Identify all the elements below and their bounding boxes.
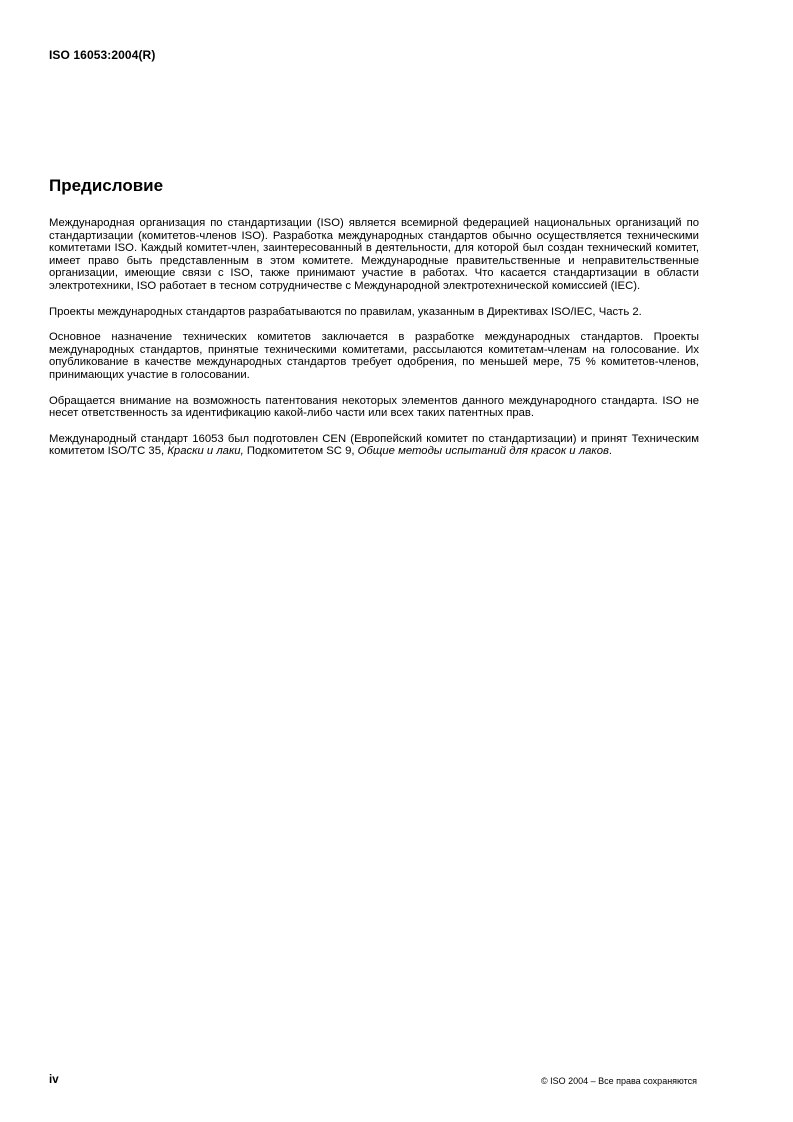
- foreword-paragraph-5: [49, 433, 699, 458]
- document-code: ISO 16053:2004(R): [49, 48, 156, 62]
- foreword-paragraph-3: Основное назначение технических комитетов заключается в разработке международных стандартов. Проекты международных стандартов, принятые техническими комитетами, рассылаются комитетам-членам на голосование. Их опубликование в качестве международных стандартов требует одобрения, по меньшей мере, 75 % комитетов-членов, принимающих участие в голосовании.: [49, 331, 699, 381]
- committee-name: Краски и лаки,: [167, 445, 244, 458]
- paragraph-5-end: .: [608, 445, 613, 458]
- subcommittee-name: Общие методы испытаний для красок и лаков: [357, 445, 609, 458]
- foreword-paragraph-1: Международная организация по стандартизации (ISO) является всемирной федерацией национальных организаций по стандартизации (комитетов-членов ISO). Разработка международных стандартов обычно осуществляется техническими комитетами ISO. Каждый комитет-член, заинтересованный в деятельности, для которой был создан технический комитет, имеет право быть представленным в этом комитете. Международные правительственные и неправительственные организации, имеющие связи с ISO, также принимают участие в работах. Что касается стандартизации в области электротехники, ISO работает в тесном сотрудничестве с Международной электротехнической комиссией (IEC).: [49, 217, 699, 292]
- foreword-paragraph-4: Обращается внимание на возможность патентования некоторых элементов данного международного стандарта. ISO не несет ответственность за идентификацию какой-либо части или всех таких патентных прав.: [49, 394, 699, 420]
- foreword-title: Предисловие: [49, 176, 164, 195]
- copyright-notice: © ISO 2004 – Все права сохраняются: [540, 1076, 697, 1086]
- page-number: iv: [49, 1074, 59, 1086]
- paragraph-5-text-a: Международный стандарт 16053 был подготовлен CEN (Европейский комитет по стандартизации) и принят Техническим комитетом ISO/TC 35,: [49, 432, 699, 458]
- foreword-body: [49, 217, 699, 471]
- foreword-paragraph-2: Проекты международных стандартов разрабатываются по правилам, указанным в Директивах ISO/IEC, Часть 2.: [49, 305, 642, 318]
- paragraph-5-text-b: Подкомитетом SC 9,: [243, 445, 358, 458]
